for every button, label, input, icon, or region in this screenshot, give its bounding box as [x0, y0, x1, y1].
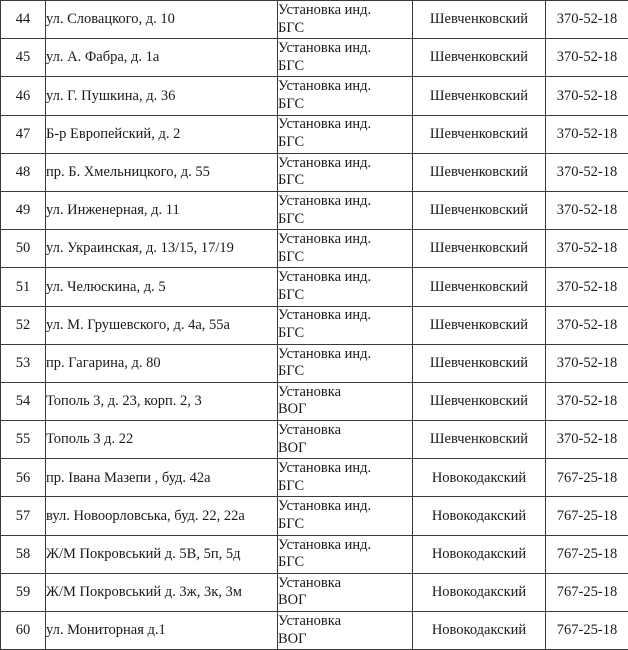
phone-cell: 370-52-18 — [546, 344, 628, 382]
address-cell: пр. Гагарина, д. 80 — [46, 344, 278, 382]
row-number-cell: 49 — [1, 191, 46, 229]
row-number-cell: 58 — [1, 535, 46, 573]
phone-cell: 370-52-18 — [546, 268, 628, 306]
row-number-cell: 48 — [1, 153, 46, 191]
table-row — [1, 497, 628, 535]
work-type-cell — [278, 39, 413, 77]
phone-cell: 767-25-18 — [546, 497, 628, 535]
work-type-line-1: Установка инд. — [278, 116, 412, 134]
row-number-cell: 60 — [1, 612, 46, 650]
district-cell: Шевченковский — [413, 39, 546, 77]
address-cell: пр. Б. Хмельницкого, д. 55 — [46, 153, 278, 191]
district-cell: Шевченковский — [413, 306, 546, 344]
row-number-cell: 50 — [1, 230, 46, 268]
table-row — [1, 230, 628, 268]
district-cell: Новокодакский — [413, 535, 546, 573]
row-number-cell: 44 — [1, 1, 46, 39]
work-type-line-2: БГС — [278, 325, 412, 343]
address-cell: ул. Словацкого, д. 10 — [46, 1, 278, 39]
address-cell: ул. М. Грушевского, д. 4а, 55а — [46, 306, 278, 344]
phone-cell: 767-25-18 — [546, 612, 628, 650]
address-cell: ул. Инженерная, д. 11 — [46, 191, 278, 229]
table-row — [1, 612, 628, 650]
address-cell: ул. Челюскина, д. 5 — [46, 268, 278, 306]
table-row — [1, 191, 628, 229]
work-type-line-2: БГС — [278, 20, 412, 38]
work-type-line-1: Установка инд. — [278, 346, 412, 364]
address-cell: ул. А. Фабра, д. 1а — [46, 39, 278, 77]
row-number-cell: 57 — [1, 497, 46, 535]
table-row — [1, 77, 628, 115]
table-row — [1, 382, 628, 420]
work-type-line-1: Установка инд. — [278, 498, 412, 516]
phone-cell: 370-52-18 — [546, 77, 628, 115]
work-type-cell — [278, 77, 413, 115]
work-type-line-1: Установка инд. — [278, 155, 412, 173]
work-type-line-2: БГС — [278, 134, 412, 152]
work-type-cell — [278, 612, 413, 650]
work-type-line-2: БГС — [278, 211, 412, 229]
phone-cell: 370-52-18 — [546, 39, 628, 77]
address-cell: вул. Новоорловська, буд. 22, 22а — [46, 497, 278, 535]
phone-cell: 370-52-18 — [546, 382, 628, 420]
work-type-line-2: БГС — [278, 363, 412, 381]
district-cell: Шевченковский — [413, 115, 546, 153]
work-type-cell — [278, 153, 413, 191]
table-row — [1, 344, 628, 382]
work-type-line-2: ВОГ — [278, 631, 412, 649]
address-cell: Тополь 3 д. 22 — [46, 421, 278, 459]
row-number-cell: 59 — [1, 573, 46, 611]
row-number-cell: 47 — [1, 115, 46, 153]
work-type-line-2: ВОГ — [278, 592, 412, 610]
district-cell: Новокодакский — [413, 612, 546, 650]
address-cell: ул. Г. Пушкина, д. 36 — [46, 77, 278, 115]
work-type-line-1: Установка — [278, 575, 412, 593]
address-cell: ул. Мониторная д.1 — [46, 612, 278, 650]
work-type-cell — [278, 268, 413, 306]
table-row — [1, 459, 628, 497]
work-type-line-2: БГС — [278, 478, 412, 496]
district-cell: Шевченковский — [413, 344, 546, 382]
table-row — [1, 1, 628, 39]
table-row — [1, 39, 628, 77]
phone-cell: 370-52-18 — [546, 191, 628, 229]
address-cell: Ж/М Покровський д. 5В, 5п, 5д — [46, 535, 278, 573]
phone-cell: 767-25-18 — [546, 535, 628, 573]
district-cell: Шевченковский — [413, 230, 546, 268]
work-type-line-2: ВОГ — [278, 401, 412, 419]
work-type-line-1: Установка — [278, 422, 412, 440]
work-type-line-2: БГС — [278, 554, 412, 572]
work-type-line-1: Установка инд. — [278, 40, 412, 58]
district-cell: Шевченковский — [413, 191, 546, 229]
district-cell: Новокодакский — [413, 459, 546, 497]
work-type-line-1: Установка инд. — [278, 307, 412, 325]
table-row — [1, 573, 628, 611]
work-type-line-1: Установка — [278, 384, 412, 402]
table-row — [1, 306, 628, 344]
work-type-line-1: Установка — [278, 613, 412, 631]
row-number-cell: 55 — [1, 421, 46, 459]
table-row — [1, 115, 628, 153]
district-cell: Шевченковский — [413, 421, 546, 459]
work-type-line-1: Установка инд. — [278, 231, 412, 249]
district-cell: Шевченковский — [413, 153, 546, 191]
row-number-cell: 53 — [1, 344, 46, 382]
work-type-line-2: БГС — [278, 287, 412, 305]
address-cell: ул. Украинская, д. 13/15, 17/19 — [46, 230, 278, 268]
work-type-cell — [278, 191, 413, 229]
row-number-cell: 51 — [1, 268, 46, 306]
row-number-cell: 54 — [1, 382, 46, 420]
work-type-line-2: БГС — [278, 58, 412, 76]
district-cell: Новокодакский — [413, 573, 546, 611]
address-cell: Ж/М Покровський д. 3ж, 3к, 3м — [46, 573, 278, 611]
work-type-line-2: БГС — [278, 172, 412, 190]
table-row — [1, 268, 628, 306]
district-cell: Шевченковский — [413, 1, 546, 39]
district-cell: Шевченковский — [413, 382, 546, 420]
district-cell: Шевченковский — [413, 268, 546, 306]
address-cell: Б-р Европейский, д. 2 — [46, 115, 278, 153]
work-type-line-1: Установка инд. — [278, 78, 412, 96]
phone-cell: 370-52-18 — [546, 115, 628, 153]
work-type-line-1: Установка инд. — [278, 2, 412, 20]
work-type-line-1: Установка инд. — [278, 460, 412, 478]
district-cell: Новокодакский — [413, 497, 546, 535]
work-type-cell — [278, 382, 413, 420]
row-number-cell: 46 — [1, 77, 46, 115]
work-type-line-2: БГС — [278, 249, 412, 267]
phone-cell: 370-52-18 — [546, 306, 628, 344]
work-type-cell — [278, 344, 413, 382]
work-type-cell — [278, 459, 413, 497]
row-number-cell: 52 — [1, 306, 46, 344]
phone-cell: 370-52-18 — [546, 153, 628, 191]
table-body — [1, 1, 628, 650]
work-type-line-1: Установка инд. — [278, 537, 412, 555]
phone-cell: 370-52-18 — [546, 421, 628, 459]
work-type-line-2: ВОГ — [278, 440, 412, 458]
work-type-line-2: БГС — [278, 96, 412, 114]
table-row — [1, 153, 628, 191]
row-number-cell: 56 — [1, 459, 46, 497]
phone-cell: 370-52-18 — [546, 230, 628, 268]
table-row — [1, 535, 628, 573]
address-cell: пр. Івана Мазепи , буд. 42а — [46, 459, 278, 497]
row-number-cell: 45 — [1, 39, 46, 77]
work-type-line-1: Установка инд. — [278, 269, 412, 287]
work-type-cell — [278, 535, 413, 573]
work-type-cell — [278, 230, 413, 268]
work-type-cell — [278, 1, 413, 39]
work-type-line-1: Установка инд. — [278, 193, 412, 211]
phone-cell: 370-52-18 — [546, 1, 628, 39]
work-type-cell — [278, 573, 413, 611]
work-type-cell — [278, 306, 413, 344]
district-cell: Шевченковский — [413, 77, 546, 115]
work-type-cell — [278, 115, 413, 153]
work-type-line-2: БГС — [278, 516, 412, 534]
phone-cell: 767-25-18 — [546, 459, 628, 497]
work-type-cell — [278, 421, 413, 459]
table-row — [1, 421, 628, 459]
work-type-cell — [278, 497, 413, 535]
phone-cell: 767-25-18 — [546, 573, 628, 611]
address-cell: Тополь 3, д. 23, корп. 2, 3 — [46, 382, 278, 420]
